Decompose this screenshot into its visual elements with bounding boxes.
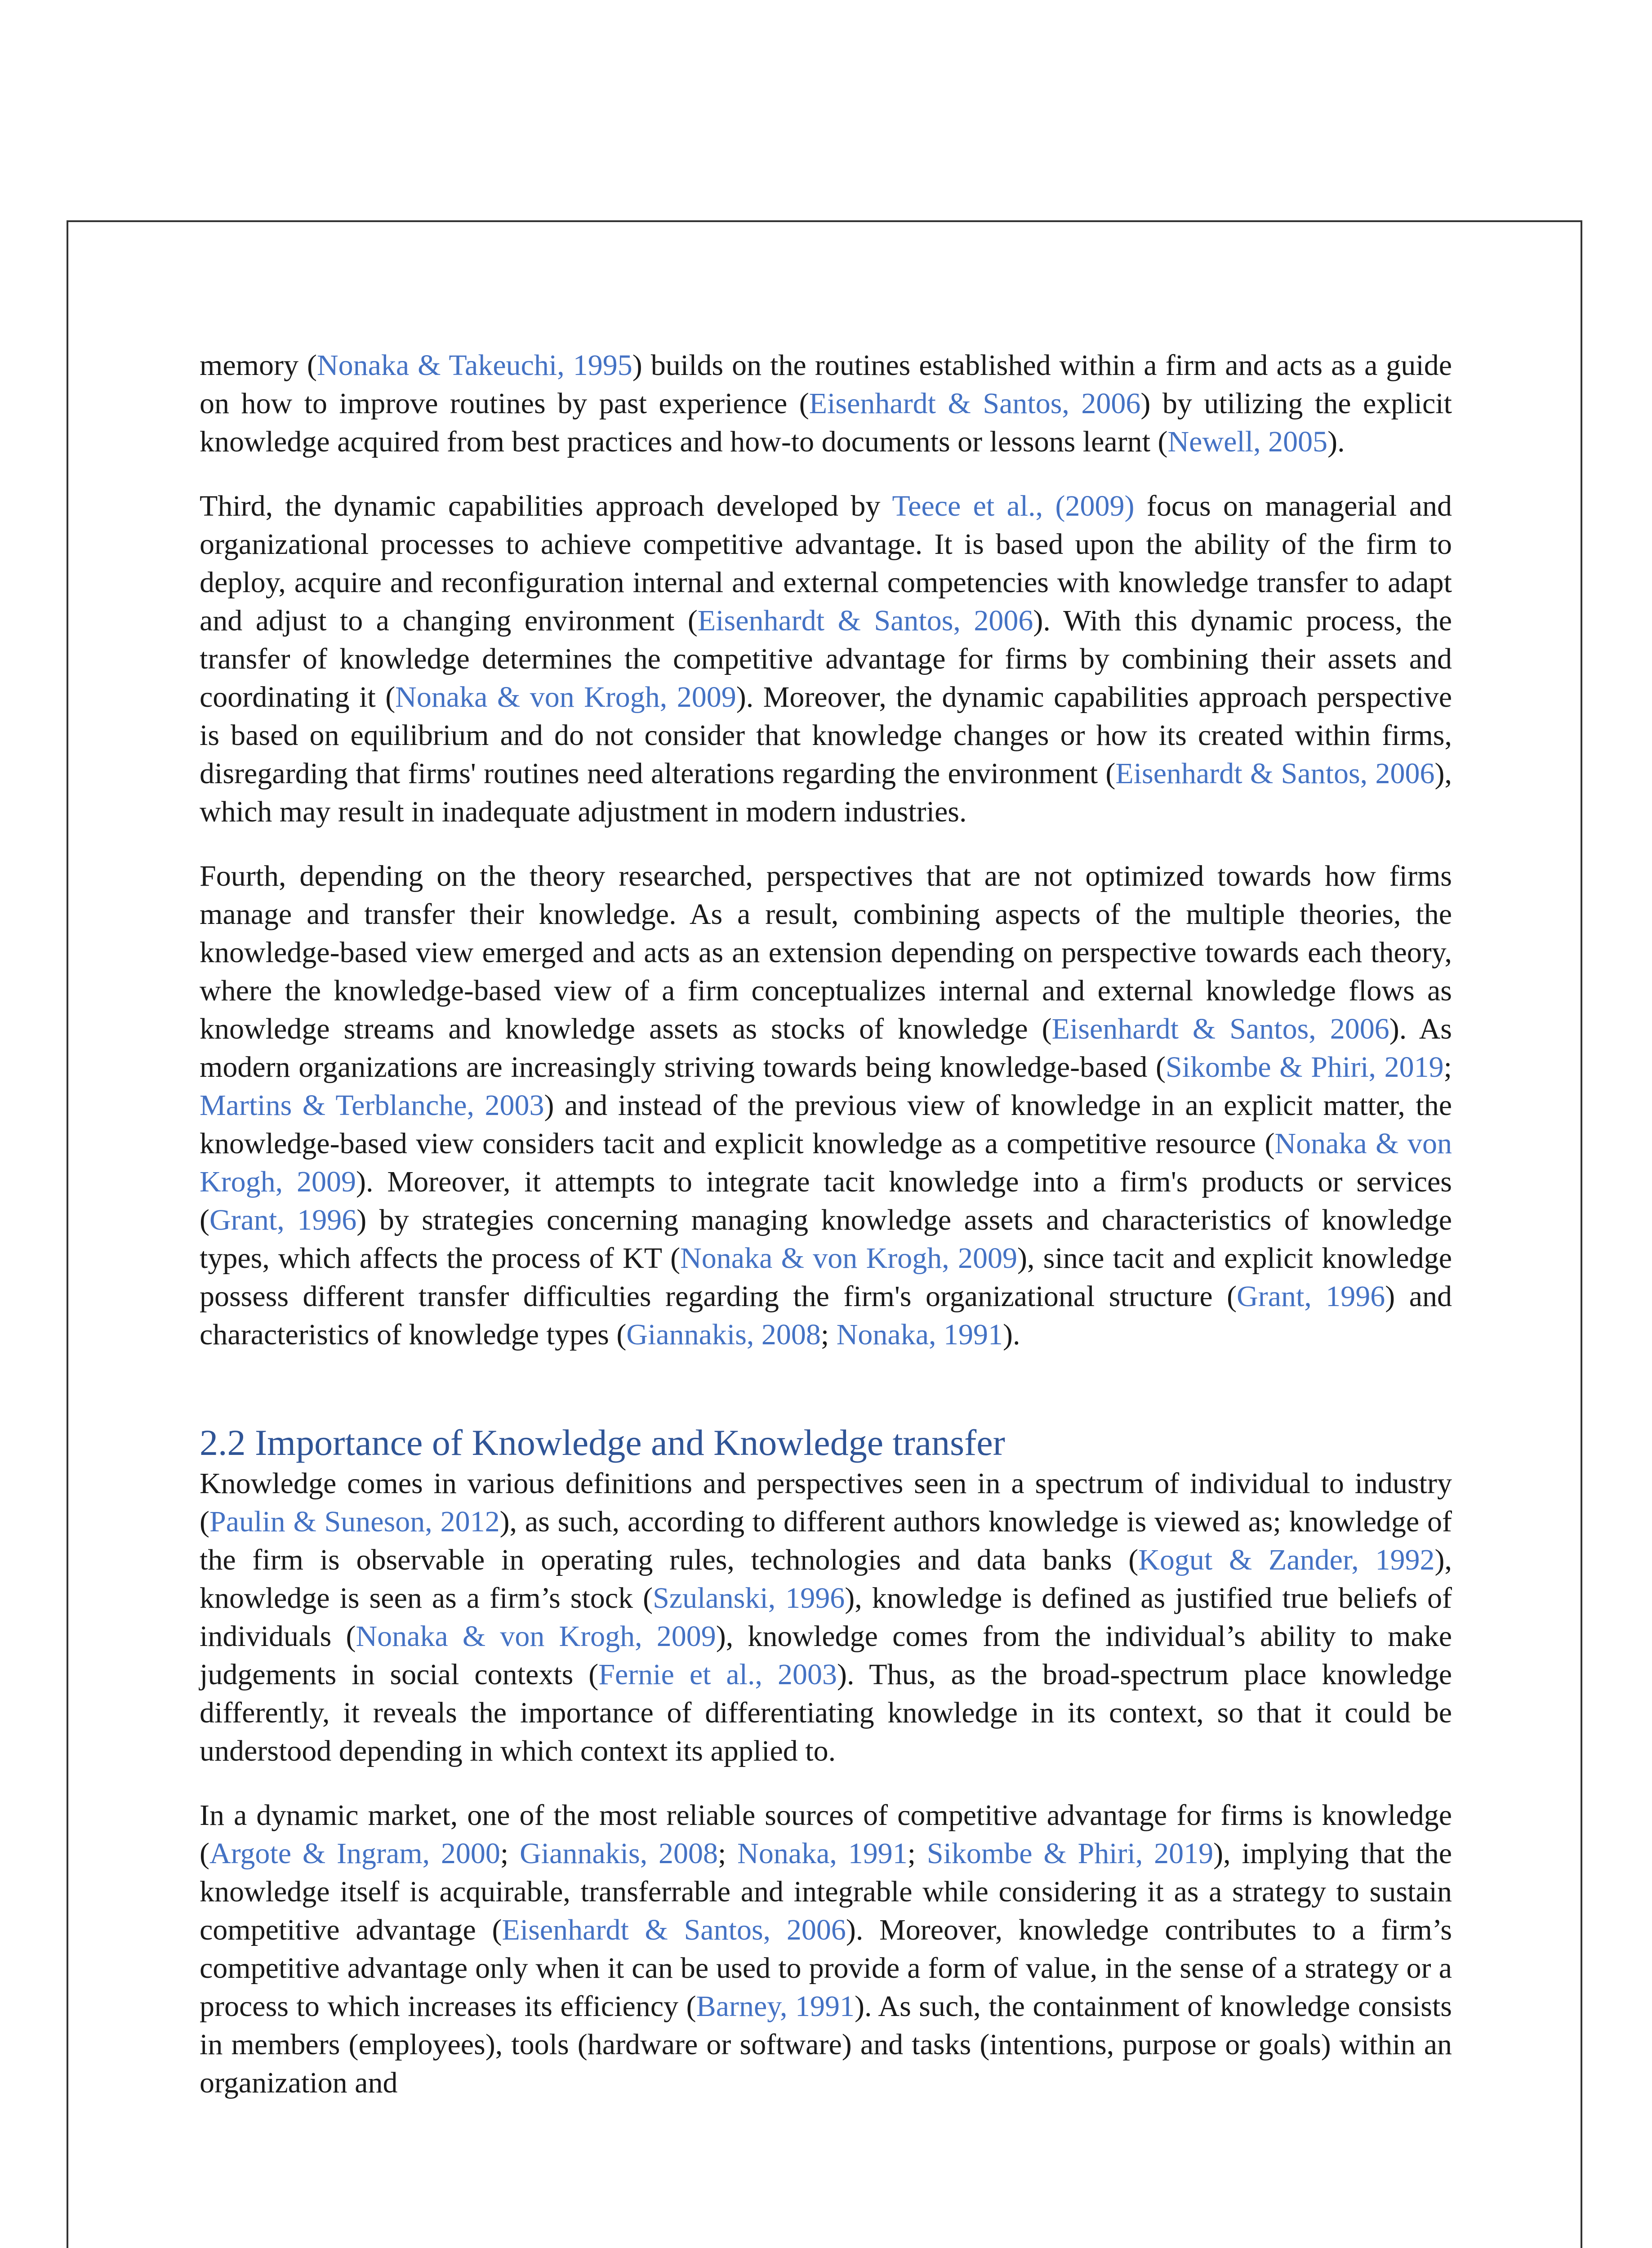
paragraph-text: Fourth, depending on the theory researched, perspectives that are not optimized towards how firms manage and transfer their knowledge. As a result, combining aspects of the multiple theories, the knowledge-based view emerged and acts as an extension depending on perspective towards each theory, where the knowledge-based view of a firm conceptualizes internal and external knowledge flows as knowledge streams and knowledge assets as stocks of knowledge ( [200, 860, 1452, 1045]
paragraph-text: ) builds on the routines established within a firm and acts as a guide on how to improve routines by past experience ( [200, 349, 1452, 420]
paragraph-text: ). [1003, 1318, 1020, 1351]
paragraph-text: ) and characteristics of knowledge types ( [200, 1280, 1452, 1351]
paragraph-text: Knowledge comes in various definitions and perspectives seen in a spectrum of individual to industry ( [200, 1467, 1452, 1538]
citation-link[interactable]: Martins & Terblanche, 2003 [200, 1089, 544, 1122]
paragraph-text: ). [1327, 425, 1345, 458]
paragraph-text: ), knowledge is defined as justified true beliefs of individuals ( [200, 1582, 1452, 1653]
citation-link[interactable]: Eisenhardt & Santos, 2006 [502, 1913, 846, 1946]
citation-link[interactable]: Nonaka, 1991 [836, 1318, 1003, 1351]
paragraph-text: ) by utilizing the explicit knowledge acquired from best practices and how-to documents or lessons learnt ( [200, 387, 1452, 458]
citation-link[interactable]: Giannakis, 2008 [520, 1837, 718, 1870]
citation-link[interactable]: Fernie et al., 2003 [598, 1658, 837, 1691]
paragraph [200, 1464, 1452, 1770]
citation-link[interactable]: Eisenhardt & Santos, 2006 [1115, 757, 1435, 790]
paragraph-text: ), implying that the knowledge itself is acquirable, transferrable and integrable while considering it as a strategy to sustain competitive advantage ( [200, 1837, 1452, 1946]
paragraph [200, 1796, 1452, 2102]
paragraph-text: ), knowledge comes from the individual’s ability to make judgements in social contexts ( [200, 1620, 1452, 1691]
paragraph-text: ; [1443, 1051, 1452, 1084]
paragraph-text: ). Thus, as the broad-spectrum place knowledge differently, it reveals the importance of differentiating knowledge in its context, so that it could be understood depending in which context its applied to. [200, 1658, 1452, 1767]
paragraph-text: ), since tacit and explicit knowledge possess different transfer difficulties regarding the firm's organizational structure ( [200, 1242, 1452, 1313]
citation-link[interactable]: Sikombe & Phiri, 2019 [1165, 1051, 1444, 1084]
citation-link[interactable]: Nonaka & Takeuchi, 1995 [316, 349, 632, 382]
citation-link[interactable]: Eisenhardt & Santos, 2006 [809, 387, 1141, 420]
page-body [200, 346, 1452, 2128]
citation-link[interactable]: Nonaka & von Krogh, 2009 [356, 1620, 716, 1653]
citation-link[interactable]: Newell, 2005 [1167, 425, 1328, 458]
paragraph-text: focus on managerial and organizational processes to achieve competitive advantage. It is based upon the ability of the firm to deploy, acquire and reconfiguration internal and external competencies with knowledge transfer to adapt and adjust to a changing environment ( [200, 490, 1452, 637]
citation-link[interactable]: Grant, 1996 [209, 1204, 357, 1236]
paragraph-text: ), as such, according to different authors knowledge is viewed as; knowledge of the firm is observable in operating rules, technologies and data banks ( [200, 1505, 1452, 1576]
paragraph [200, 487, 1452, 831]
citation-link[interactable]: Nonaka & von Krogh, 2009 [395, 681, 736, 714]
citation-link[interactable]: Barney, 1991 [696, 1990, 855, 2023]
citation-link[interactable]: Grant, 1996 [1237, 1280, 1385, 1313]
paragraph-text: ), which may result in inadequate adjustment in modern industries. [200, 757, 1452, 828]
paragraph-text: ). Moreover, knowledge contributes to a firm’s competitive advantage only when it can be used to provide a form of value, in the sense of a strategy or a process to which increases its efficiency ( [200, 1913, 1452, 2023]
citation-link[interactable]: Teece et al., (2009) [892, 490, 1135, 522]
citation-link[interactable]: Eisenhardt & Santos, 2006 [697, 604, 1033, 637]
paragraph-text: ; [500, 1837, 520, 1870]
section-heading: 2.2 Importance of Knowledge and Knowledge transfer [200, 1422, 1005, 1463]
paragraph-text: ). As such, the containment of knowledge consists in members (employees), tools (hardware or software) and tasks (intentions, purpose or goals) within an organization and [200, 1990, 1452, 2099]
citation-link[interactable]: Argote & Ingram, 2000 [209, 1837, 500, 1870]
citation-link[interactable]: Kogut & Zander, 1992 [1138, 1543, 1435, 1576]
paragraph-text: ), knowledge is seen as a firm’s stock ( [200, 1543, 1452, 1615]
paragraph-text: ) by strategies concerning managing knowledge assets and characteristics of knowledge types, which affects the process of KT ( [200, 1204, 1452, 1275]
paragraph-text: ). As modern organizations are increasingly striving towards being knowledge-based ( [200, 1012, 1452, 1084]
citation-link[interactable]: Giannakis, 2008 [626, 1318, 821, 1351]
paragraph-text: Third, the dynamic capabilities approach developed by [200, 490, 892, 522]
citation-link[interactable]: Eisenhardt & Santos, 2006 [1051, 1012, 1389, 1045]
paragraph-text: ) and instead of the previous view of knowledge in an explicit matter, the knowledge-based view considers tacit and explicit knowledge as a competitive resource ( [200, 1089, 1452, 1160]
paragraph [200, 857, 1452, 1354]
paragraph-text: ). Moreover, the dynamic capabilities approach perspective is based on equilibrium and do not consider that knowledge changes or how its created within firms, disregarding that firms' routines need alterations regarding the environment ( [200, 681, 1452, 790]
citation-link[interactable]: Szulanski, 1996 [653, 1582, 845, 1615]
citation-link[interactable]: Sikombe & Phiri, 2019 [926, 1837, 1214, 1870]
citation-link[interactable]: Nonaka, 1991 [737, 1837, 908, 1870]
citation-link[interactable]: Paulin & Suneson, 2012 [209, 1505, 500, 1538]
citation-link[interactable]: Nonaka & von Krogh, 2009 [200, 1127, 1452, 1198]
paragraph-text: ). Moreover, it attempts to integrate tacit knowledge into a firm's products or services ( [200, 1165, 1452, 1236]
paragraph-text: memory ( [200, 349, 317, 382]
paragraph-text: In a dynamic market, one of the most reliable sources of competitive advantage for firms is knowledge ( [200, 1799, 1452, 1870]
paragraph-text: ; [718, 1837, 738, 1870]
paragraph [200, 346, 1452, 461]
citation-link[interactable]: Nonaka & von Krogh, 2009 [680, 1242, 1018, 1275]
paragraph-text: ; [907, 1837, 927, 1870]
paragraph-text: ; [820, 1318, 837, 1351]
paragraph-text: ). With this dynamic process, the transfer of knowledge determines the competitive advantage for firms by combining their assets and coordinating it ( [200, 604, 1452, 714]
